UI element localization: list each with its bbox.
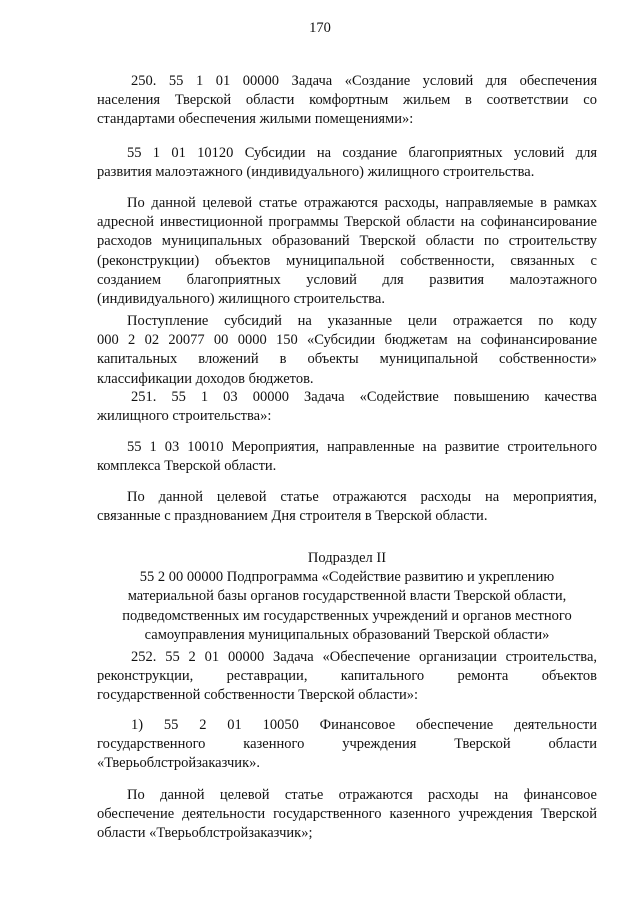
subsection-heading xyxy=(97,549,597,645)
text-line: 1) 55 2 01 10050 Финансовое обеспечение деятельности xyxy=(131,717,597,733)
text-line: классификации доходов бюджетов. xyxy=(97,370,314,387)
text-line: капитальных вложений в объекты муниципальной собственности» xyxy=(97,351,597,368)
text-line: жилищного строительства»: xyxy=(97,408,272,425)
text-line: (индивидуального) жилищного строительства. xyxy=(97,291,385,308)
paragraph-task-250 xyxy=(97,72,597,130)
text-line: подведомственных им государственных учреждений и органов местного xyxy=(122,607,572,624)
text-line: расходов муниципальных образований Тверской области по строительству xyxy=(97,233,597,250)
text-line: 55 1 01 10120 Субсидии на создание благоприятных условий для xyxy=(127,145,597,161)
page-number: 170 xyxy=(309,20,331,36)
paragraph-explanation-10120 xyxy=(97,194,597,309)
text-line: государственной собственности Тверской области»: xyxy=(97,687,418,704)
paragraph-receipt-code xyxy=(97,312,597,389)
text-line: населения Тверской области комфортным жильем в соответствии со xyxy=(97,92,597,109)
text-line: Поступление субсидий на указанные цели отражается по коду xyxy=(127,313,597,329)
text-line: государственного казенного учреждения Тверской области xyxy=(97,736,597,753)
subsection-title: Подраздел II xyxy=(307,550,387,566)
paragraph-subsidy-10120 xyxy=(97,144,597,182)
text-line: 55 1 03 10010 Мероприятия, направленные на развитие строительного xyxy=(127,439,597,455)
paragraph-task-251 xyxy=(97,388,597,426)
text-line: 000 2 02 20077 00 0000 150 «Субсидии бюджетам на софинансирование xyxy=(97,332,597,349)
text-line: По данной целевой статье отражаются расходы на мероприятия, xyxy=(127,489,597,505)
text-line: По данной целевой статье отражаются расходы на финансовое xyxy=(127,787,597,803)
paragraph-task-252 xyxy=(97,648,597,706)
text-line: обеспечение деятельности государственного казенного учреждения Тверской xyxy=(97,806,597,823)
text-line: 250. 55 1 01 00000 Задача «Создание условий для обеспечения xyxy=(131,73,597,89)
text-line: По данной целевой статье отражаются расходы, направляемые в рамках xyxy=(127,195,597,211)
text-line: адресной инвестиционной программы Тверской области на софинансирование xyxy=(97,214,597,231)
text-line: области «Тверьоблстройзаказчик»; xyxy=(97,825,313,842)
text-line: 55 2 00 00000 Подпрограмма «Содействие развитию и укреплению xyxy=(139,569,555,586)
paragraph-explanation-10010 xyxy=(97,488,597,526)
text-line: созданием благоприятных условий для развития малоэтажного xyxy=(97,271,597,288)
text-line: развития малоэтажного (индивидуального) жилищного строительства. xyxy=(97,164,535,181)
text-line: связанные с празднованием Дня строителя в Тверской области. xyxy=(97,508,488,525)
text-line: 251. 55 1 03 00000 Задача «Содействие повышению качества xyxy=(131,389,597,405)
text-line: (реконструкции) объектов муниципальной собственности, связанных с xyxy=(97,252,597,269)
text-line: реконструкции, реставрации, капитального ремонта объектов xyxy=(97,668,597,685)
paragraph-item-10050 xyxy=(97,716,597,774)
paragraph-measures-10010 xyxy=(97,438,597,476)
text-line: комплекса Тверской области. xyxy=(97,458,277,475)
paragraph-explanation-10050 xyxy=(97,786,597,844)
text-line: самоуправления муниципальных образований Тверской области» xyxy=(144,626,550,643)
text-line: 252. 55 2 01 00000 Задача «Обеспечение организации строительства, xyxy=(131,649,597,665)
text-line: «Тверьоблстройзаказчик». xyxy=(97,755,260,772)
text-line: материальной базы органов государственной власти Тверской области, xyxy=(127,588,567,605)
text-line: стандартами обеспечения жилыми помещениями»: xyxy=(97,111,414,128)
